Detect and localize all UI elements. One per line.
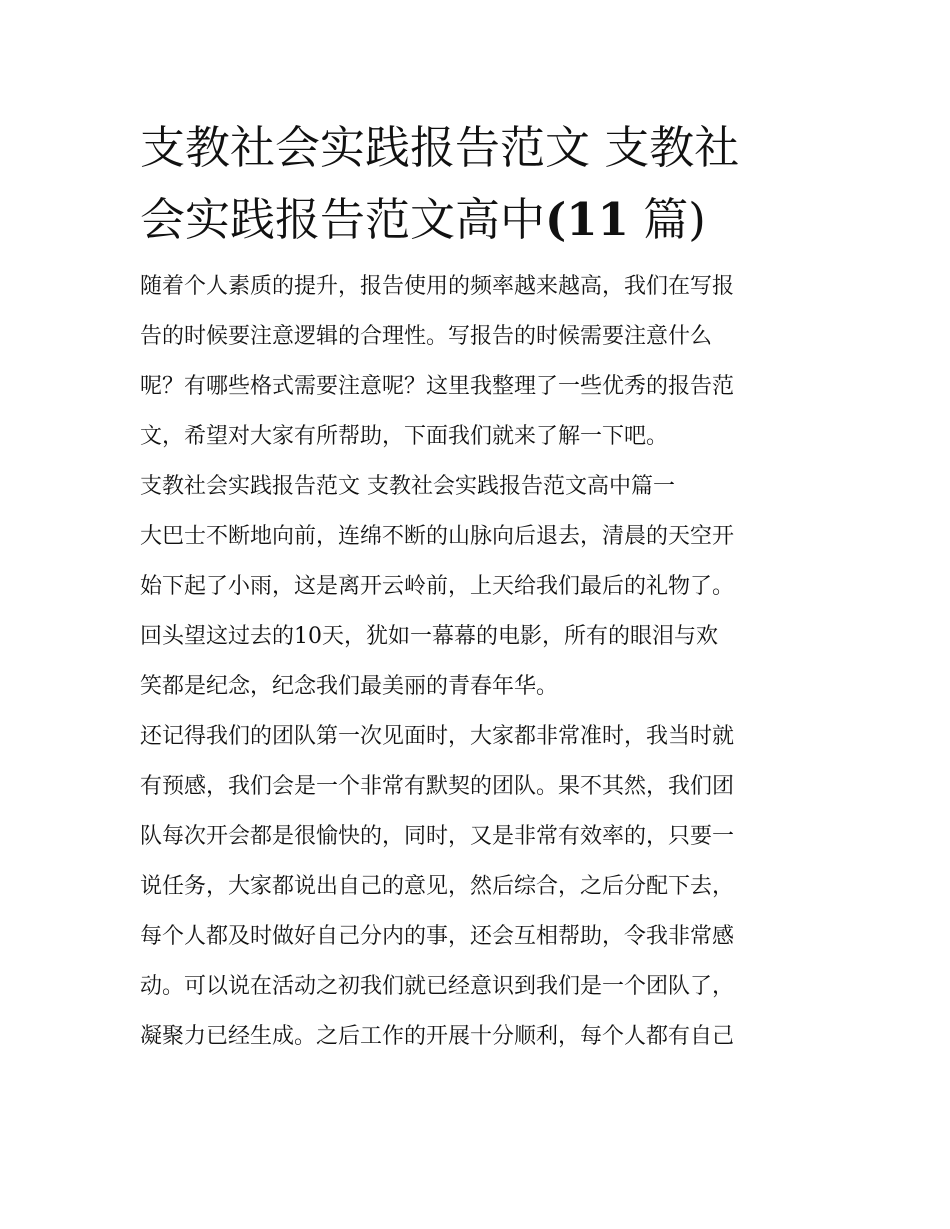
text-line: 随着个人素质的提升，报告使用的频率越来越高，我们在写报 [140,274,735,299]
text-line: 告的时候要注意逻辑的合理性。写报告的时候需要注意什么 [140,324,713,349]
text-line: 还记得我们的团队第一次见面时，大家都非常准时，我当时就 [140,724,735,749]
title-line-2c: 篇) [628,193,706,246]
title-line-2a: 会实践报告范文高中 [140,193,546,246]
document-body [140,262,812,1062]
text-line: 始下起了小雨，这是离开云岭前，上天给我们最后的礼物了。 [140,574,735,599]
text-line: 有预感，我们会是一个非常有默契的团队。果不其然，我们团 [140,774,735,799]
text-line: 每个人都及时做好自己分内的事，还会互相帮助，令我非常感 [140,924,735,949]
text-line: 回头望这过去的10天，犹如一幕幕的电影，所有的眼泪与欢 [140,624,718,649]
text-line: 说任务，大家都说出自己的意见，然后综合，之后分配下去， [140,874,735,899]
title-line-1: 支教社会实践报告范文 支教社 [140,121,740,174]
text-line: 呢？有哪些格式需要注意呢？这里我整理了一些优秀的报告范 [140,374,735,399]
section-heading: 支教社会实践报告范文 支教社会实践报告范文高中篇一 [140,474,675,499]
text-line: 队每次开会都是很愉快的，同时，又是非常有效率的，只要一 [140,824,735,849]
text-line: 凝聚力已经生成。之后工作的开展十分顺利，每个人都有自己 [140,1024,735,1049]
text-line: 动。可以说在活动之初我们就已经意识到我们是一个团队了， [140,974,735,999]
text-line: 笑都是纪念，纪念我们最美丽的青春年华。 [140,674,559,699]
document-title [140,112,812,256]
document-content [140,112,812,1062]
text-line: 大巴士不断地向前，连绵不断的山脉向后退去，清晨的天空开 [140,524,735,549]
text-line: 文，希望对大家有所帮助，下面我们就来了解一下吧。 [140,424,669,449]
title-count: (11 [545,193,629,246]
